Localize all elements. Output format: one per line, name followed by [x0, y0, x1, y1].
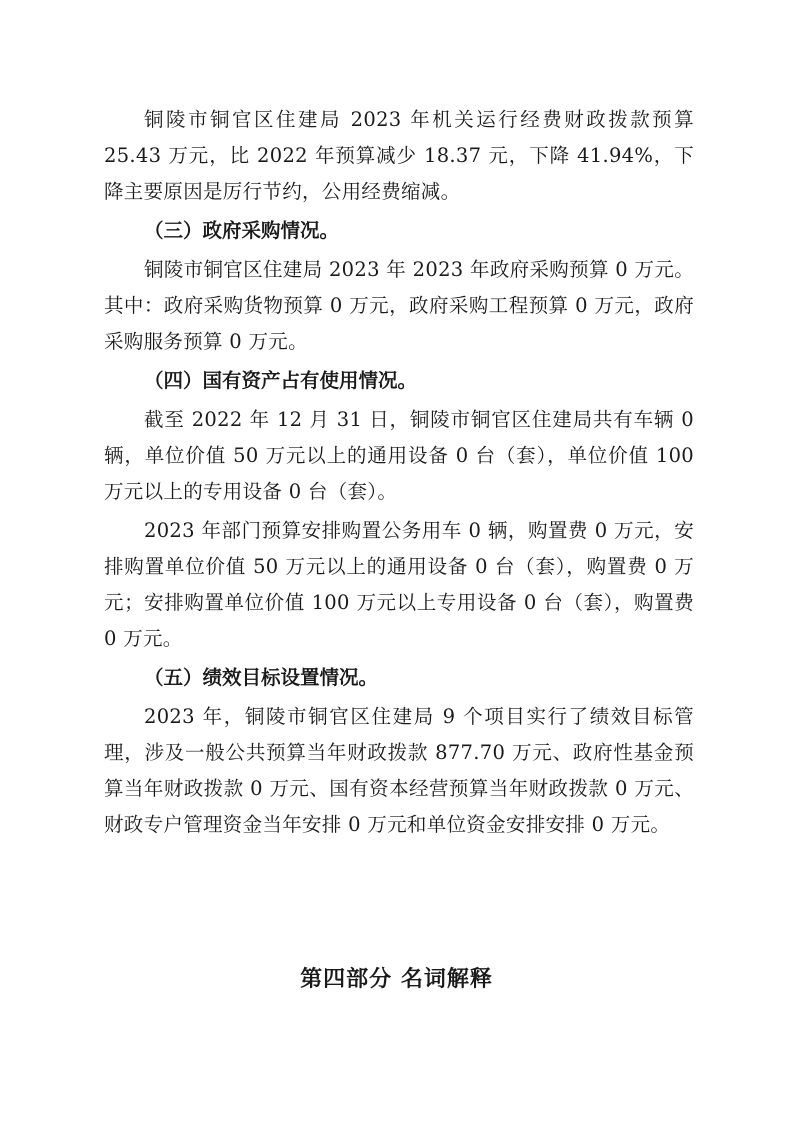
document-body — [104, 102, 694, 843]
heading-government-procurement: （三）政府采购情况。 — [144, 219, 340, 242]
heading-state-assets: （四）国有资产占有使用情况。 — [144, 369, 418, 392]
paragraph-vehicle-purchase: 2023 年部门预算安排购置公务用车 0 辆，购置费 0 万元，安排购置单位价值 50 万元以上的通用设备 0 台（套），购置费 0 万元；安排购置单位价值 100 万元以上专用设备 0 台（套），购置费 0 万元。 — [104, 519, 694, 650]
paragraph-performance-goals: 2023 年，铜陵市铜官区住建局 9 个项目实行了绩效目标管理，涉及一般公共预算当年财政拨款 877.70 万元、政府性基金预算当年财政拨款 0 万元、国有资本经营预算当年财政拨款 0 万元、财政专户管理资金当年安排 0 万元和单位资金安排安排 0 万元。 — [104, 705, 694, 836]
part-four-title: 第四部分 名词解释 — [300, 967, 493, 992]
heading-performance-goals: （五）绩效目标设置情况。 — [144, 666, 379, 689]
paragraph-state-assets: 截至 2022 年 12 月 31 日，铜陵市铜官区住建局共有车辆 0 辆，单位价值 50 万元以上的通用设备 0 台（套），单位价值 100 万元以上的专用设备 0 台（套）。 — [104, 408, 694, 503]
paragraph-operating-expenses: 铜陵市铜官区住建局 2023 年机关运行经费财政拨款预算 25.43 万元，比 2022 年预算减少 18.37 元，下降 41.94%，下降主要原因是厉行节约，公用经费缩减。 — [104, 108, 694, 203]
paragraph-government-procurement: 铜陵市铜官区住建局 2023 年 2023 年政府采购预算 0 万元。其中：政府采购货物预算 0 万元，政府采购工程预算 0 万元，政府采购服务预算 0 万元。 — [104, 258, 694, 353]
